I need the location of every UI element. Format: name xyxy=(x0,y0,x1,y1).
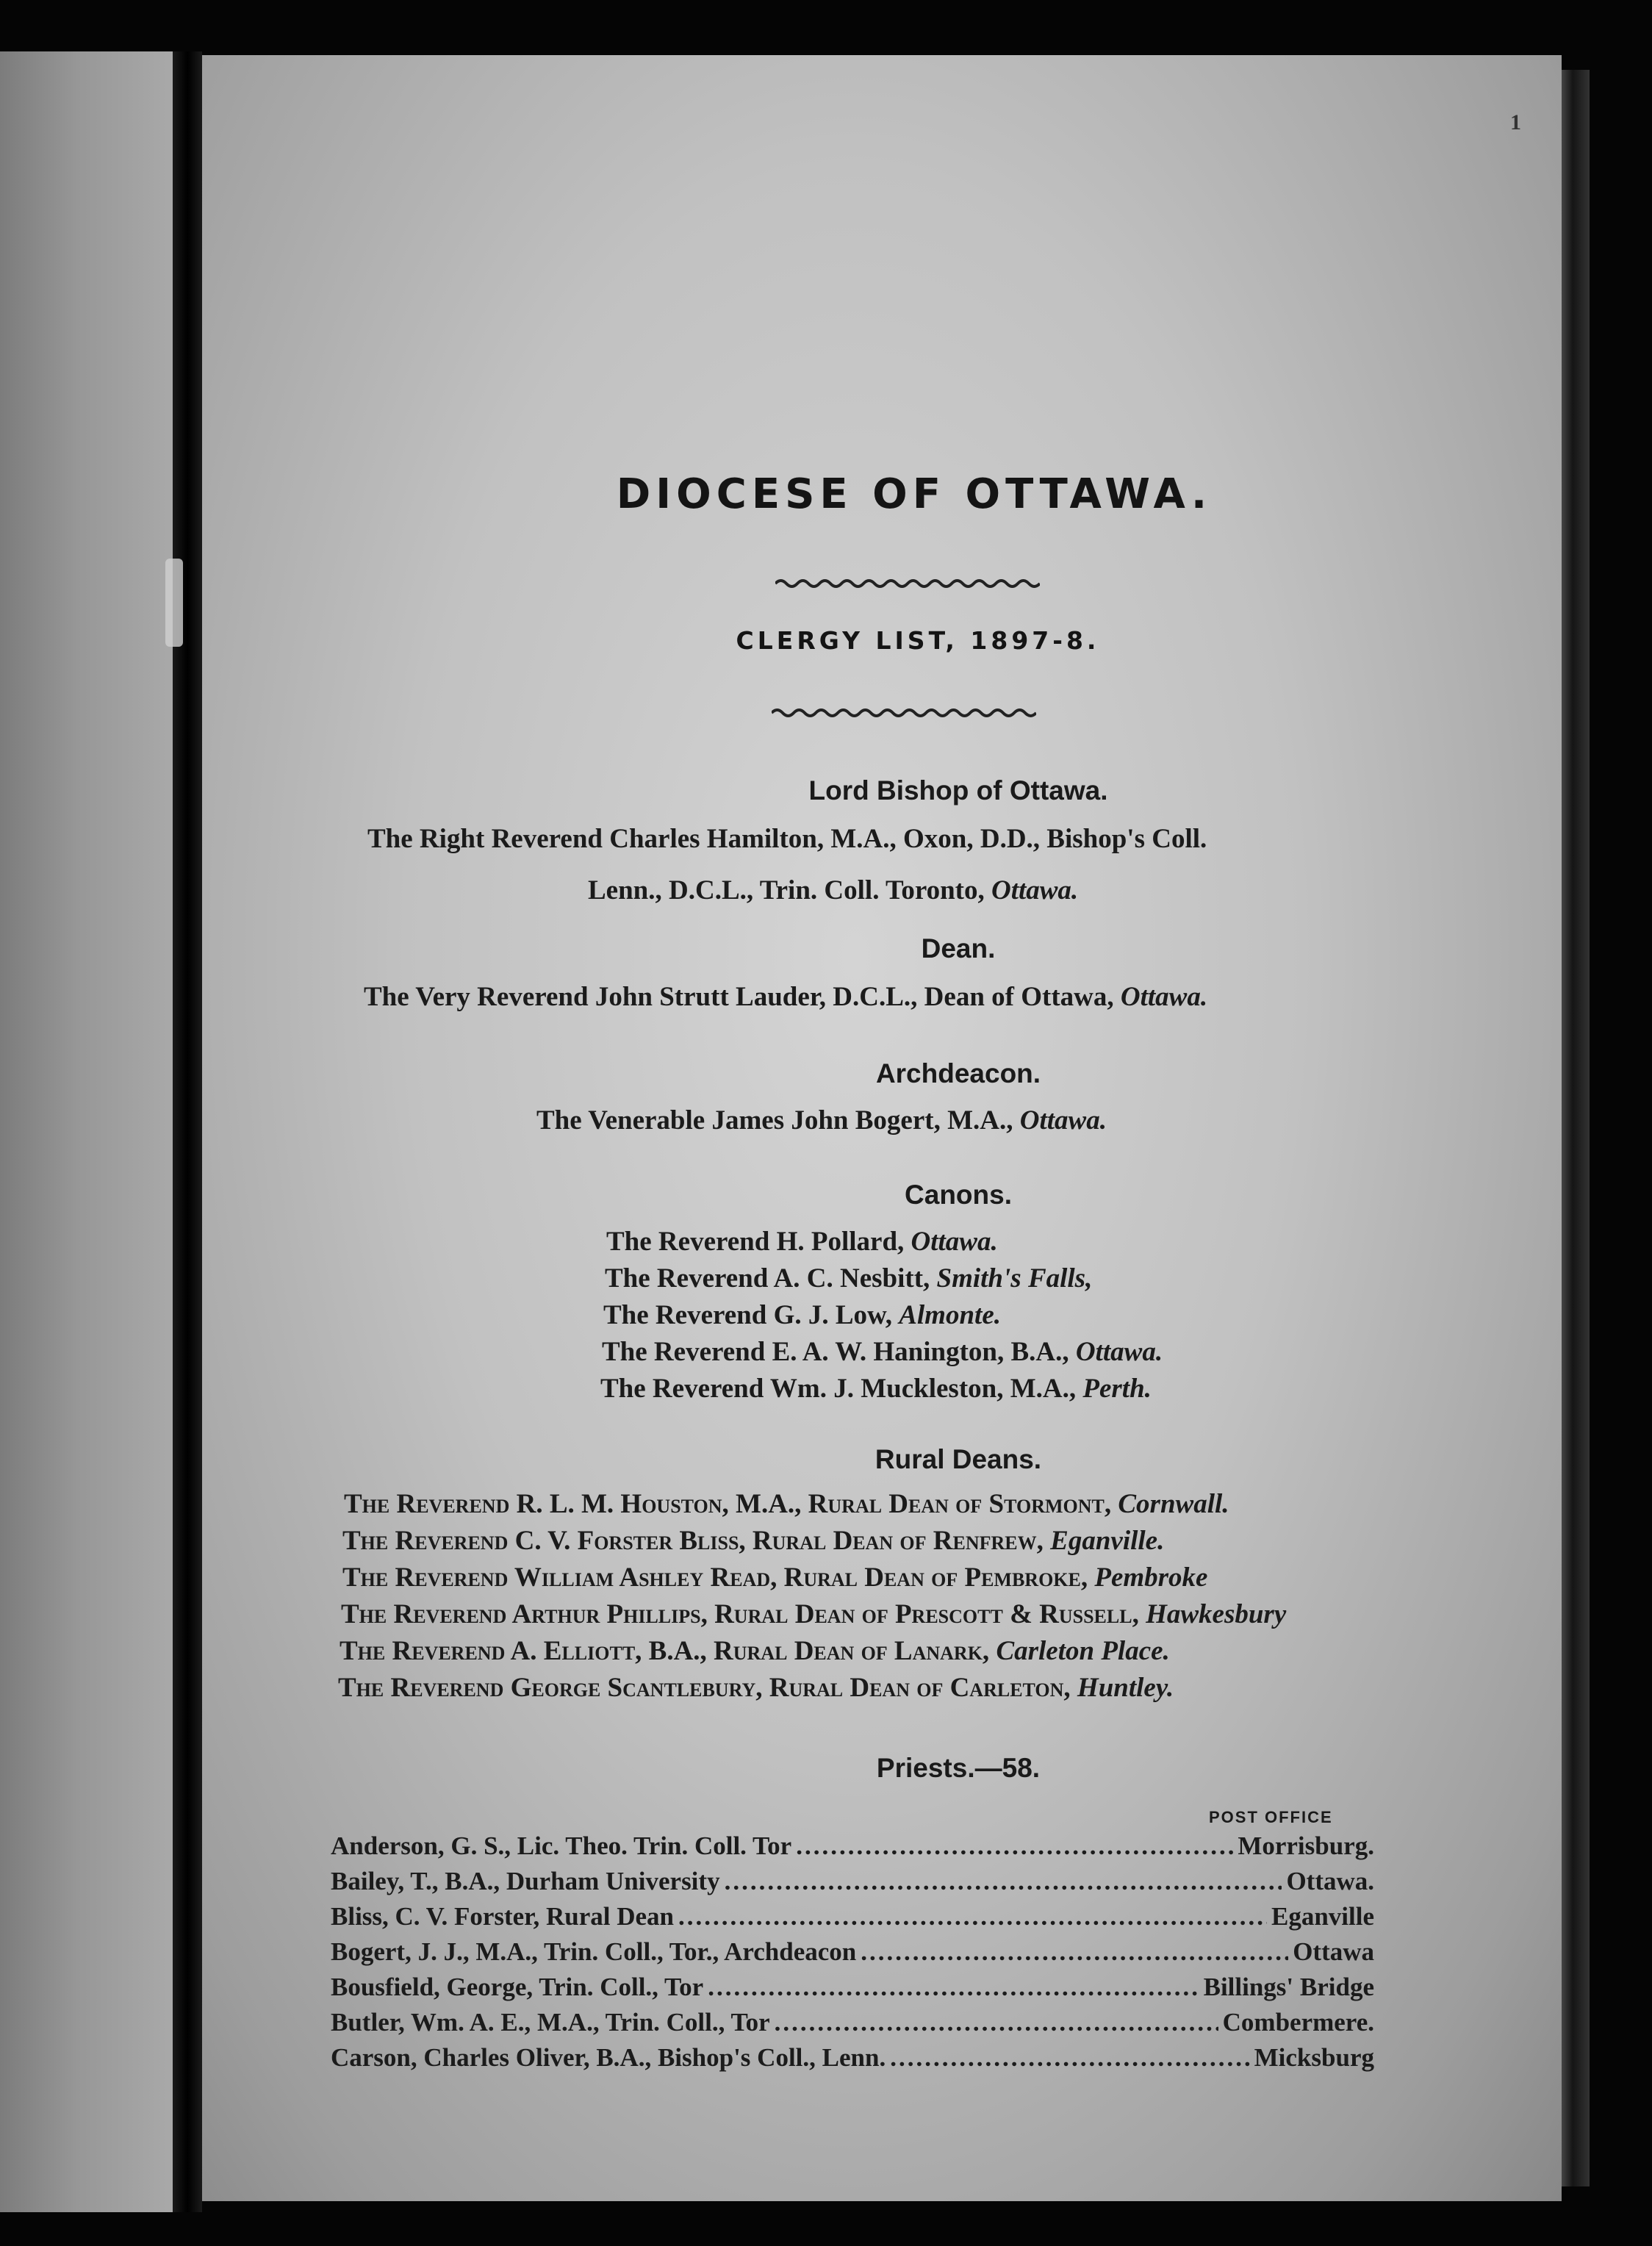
canon-name: The Reverend A. C. Nesbitt, xyxy=(605,1263,930,1294)
priest-post-office: Micksburg xyxy=(1254,2043,1374,2072)
priest-name: Bogert, J. J., M.A., Trin. Coll., Tor., Archdeacon xyxy=(331,1937,857,1966)
dean-line xyxy=(364,981,1207,1013)
left-page-edge xyxy=(0,51,173,2212)
canon-name: The Reverend H. Pollard, xyxy=(606,1227,905,1257)
rural-dean-line xyxy=(338,1672,1174,1704)
priests-heading: Priests.—58. xyxy=(876,1753,1041,1783)
archdeacon-place: Ottawa. xyxy=(1019,1105,1107,1135)
canon-name: The Reverend Wm. J. Muckleston, M.A., xyxy=(600,1374,1077,1404)
page-edge-stack xyxy=(1562,70,1590,2186)
priest-entry xyxy=(331,2043,1374,2073)
canon-place: Ottawa. xyxy=(1075,1337,1163,1367)
archdeacon-line xyxy=(536,1105,1107,1136)
priest-post-office: Billings' Bridge xyxy=(1203,1973,1374,2001)
priest-entry xyxy=(331,2008,1374,2037)
priest-name: Carson, Charles Oliver, B.A., Bishop's Coll., Lenn. xyxy=(331,2043,886,2072)
rural-dean-line xyxy=(340,1635,1170,1667)
priest-entry xyxy=(331,1902,1374,1931)
rural-dean-line xyxy=(342,1525,1164,1557)
priest-entry xyxy=(331,1973,1374,2002)
dot-leader xyxy=(890,2043,1249,2073)
priest-entry xyxy=(331,1831,1374,1861)
priest-entry xyxy=(331,1937,1374,1967)
rural-dean-place: Eganville. xyxy=(1050,1526,1165,1556)
rural-dean-line xyxy=(341,1599,1286,1630)
rural-dean-text: The Reverend Arthur Phillips, Rural Dean of Prescott & Russell, xyxy=(341,1599,1139,1629)
dot-leader xyxy=(678,1902,1267,1931)
bishop-line-1-text: The Right Reverend Charles Hamilton, M.A., Oxon, D.D., Bishop's Coll. xyxy=(367,824,1207,854)
canon-name: The Reverend E. A. W. Hanington, B.A., xyxy=(602,1337,1069,1367)
rural-dean-place: Hawkesbury xyxy=(1146,1599,1287,1629)
priest-name: Butler, Wm. A. E., M.A., Trin. Coll., Tor xyxy=(331,2008,770,2037)
canons-heading: Canons. xyxy=(905,1180,1012,1210)
dean-heading: Dean. xyxy=(921,933,996,964)
page-number: 1 xyxy=(1510,110,1521,134)
canon-line xyxy=(600,1373,1152,1404)
rural-dean-place: Cornwall. xyxy=(1118,1489,1229,1519)
ornament-rule-bottom xyxy=(772,706,1036,720)
priest-name: Bousfield, George, Trin. Coll., Tor xyxy=(331,1973,704,2001)
page-title: DIOCESE OF OTTAWA. xyxy=(616,470,1213,518)
rural-dean-text: The Reverend A. Elliott, B.A., Rural Dean of Lanark, xyxy=(340,1636,990,1666)
priest-post-office: Ottawa. xyxy=(1286,1867,1374,1895)
dean-line-text: The Very Reverend John Strutt Lauder, D.C.L., Dean of Ottawa, xyxy=(364,982,1114,1012)
canon-line xyxy=(606,1226,998,1257)
canon-place: Perth. xyxy=(1082,1374,1152,1404)
priest-post-office: Ottawa xyxy=(1293,1937,1374,1966)
page-subtitle: CLERGY LIST, 1897-8. xyxy=(736,626,1100,655)
archdeacon-line-text: The Venerable James John Bogert, M.A., xyxy=(536,1105,1013,1135)
book-gutter xyxy=(173,51,202,2212)
rural-dean-place: Huntley. xyxy=(1077,1673,1174,1703)
ornament-rule-top xyxy=(775,576,1040,591)
rural-dean-text: The Reverend George Scantlebury, Rural Dean of Carleton, xyxy=(338,1673,1071,1703)
priest-name: Bliss, C. V. Forster, Rural Dean xyxy=(331,1902,675,1931)
dot-leader xyxy=(725,1867,1282,1896)
priest-post-office: Combermere. xyxy=(1222,2008,1374,2037)
canon-place: Ottawa. xyxy=(911,1227,998,1257)
dot-leader xyxy=(796,1831,1233,1861)
priest-post-office: Eganville xyxy=(1271,1902,1374,1931)
dot-leader xyxy=(861,1937,1288,1967)
canon-line xyxy=(605,1263,1092,1294)
rural-dean-place: Carleton Place. xyxy=(996,1636,1170,1666)
bishop-line-1 xyxy=(367,823,1207,855)
dean-place: Ottawa. xyxy=(1120,982,1208,1012)
canon-line xyxy=(603,1299,1001,1331)
dot-leader xyxy=(775,2008,1218,2037)
rural-dean-text: The Reverend William Ashley Read, Rural Dean of Pembroke, xyxy=(342,1562,1088,1593)
dot-leader xyxy=(708,1973,1199,2002)
priest-name: Anderson, G. S., Lic. Theo. Trin. Coll. Tor xyxy=(331,1831,792,1860)
post-office-label: POST OFFICE xyxy=(1209,1808,1333,1826)
rural-dean-line xyxy=(342,1562,1207,1593)
bishop-line-2-text: Lenn., D.C.L., Trin. Coll. Toronto, xyxy=(588,875,985,905)
archdeacon-heading: Archdeacon. xyxy=(875,1058,1041,1088)
bishop-place: Ottawa. xyxy=(991,875,1079,905)
priest-name: Bailey, T., B.A., Durham University xyxy=(331,1867,720,1895)
bishop-heading: Lord Bishop of Ottawa. xyxy=(808,775,1108,806)
rural-dean-line xyxy=(344,1488,1229,1520)
priest-entry xyxy=(331,1867,1374,1896)
rural-dean-text: The Reverend R. L. M. Houston, M.A., Rural Dean of Stormont, xyxy=(344,1489,1112,1519)
bishop-line-2 xyxy=(588,875,1078,906)
canon-name: The Reverend G. J. Low, xyxy=(603,1300,892,1330)
canon-place: Almonte. xyxy=(899,1300,1001,1330)
rural-dean-place: Pembroke xyxy=(1094,1562,1208,1593)
canon-line xyxy=(602,1336,1163,1368)
canon-place: Smith's Falls, xyxy=(936,1263,1093,1294)
rural-deans-heading: Rural Deans. xyxy=(875,1444,1042,1474)
priest-post-office: Morrisburg. xyxy=(1238,1831,1374,1860)
rural-dean-text: The Reverend C. V. Forster Bliss, Rural Dean of Renfrew, xyxy=(342,1526,1044,1556)
